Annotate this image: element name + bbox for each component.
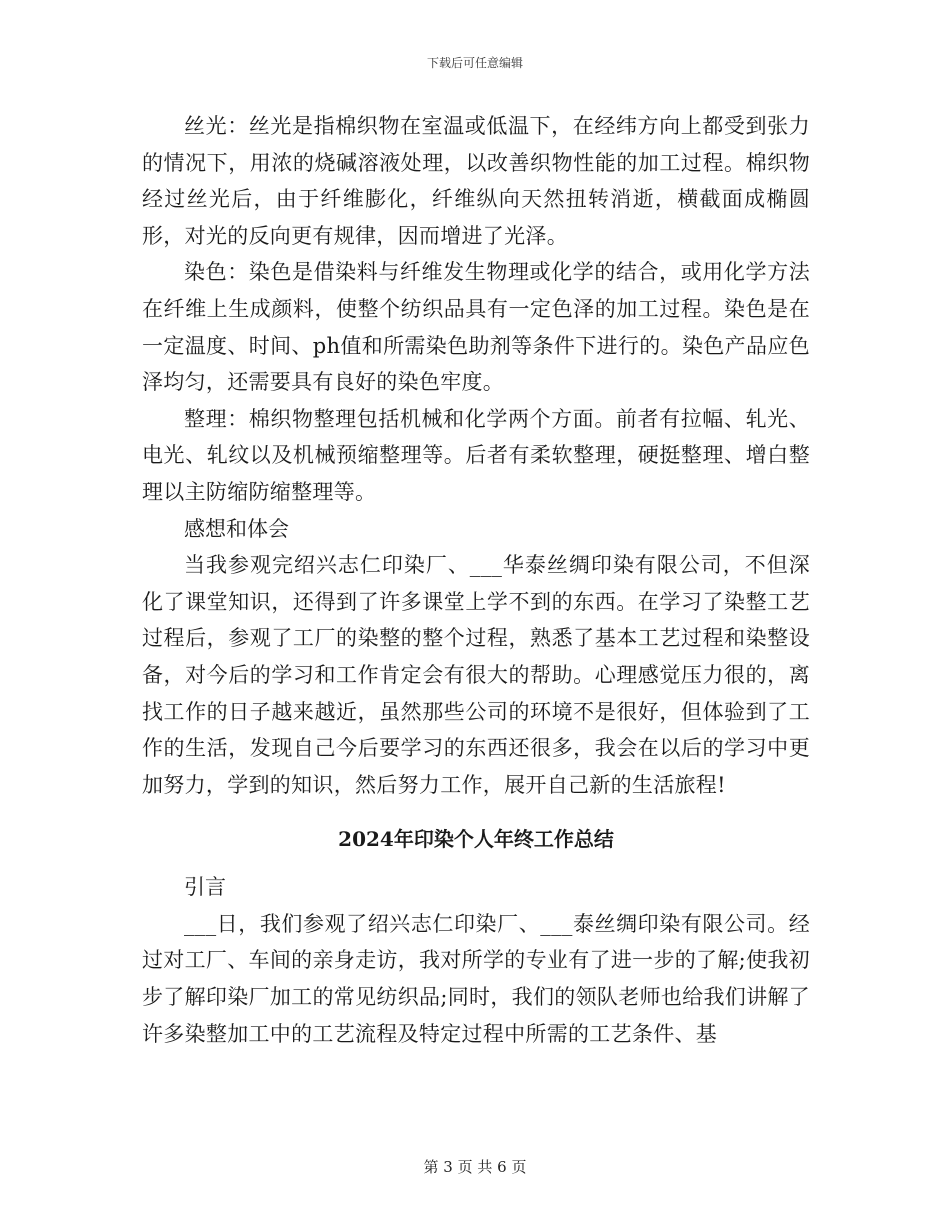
document-title: 2024年印染个人年终工作总结 [338,827,614,852]
paragraph-reflection: 当我参观完绍兴志仁印染厂、___华泰丝绸印染有限公司，不但深化了课堂知识，还得到了许多课堂上学不到的东西。在学习了染整工艺过程后，参观了工厂的染整的整个过程，熟悉了基本工艺过程和染整设备，对今后的学习和工作肯定会有很大的帮助。心理感觉压力很的，离找工作的日子越来越近，虽然那些公司的环境不是很好，但体验到了工作的生活，发现自己今后要学习的东西还很多，我会在以后的学习中更加努力，学到的知识，然后努力工作，展开自己新的生活旅程! [142,553,810,797]
page-header: 下载后可任意编辑 [426,56,523,70]
paragraph-dyeing: 染色：染色是借染料与纤维发生物理或化学的结合，或用化学方法在纤维上生成颜料，使整个纺织品具有一定色泽的加工过程。染色是在一定温度、时间、ph值和所需染色助剂等条件下进行的。染色产品应色泽均匀，还需要具有良好的染色牢度。 [142,260,810,395]
paragraph-introduction: ___日，我们参观了绍兴志仁印染厂、___泰丝绸印染有限公司。经过对工厂、车间的亲身走访，我对所学的专业有了进一步的了解;使我初步了解印染厂加工的常见纺织品;同时，我们的领队老师也给我们讲解了许多染整加工中的工艺流程及特定过程中所需的工艺条件、基 [142,911,810,1046]
paragraph-finishing: 整理：棉织物整理包括机械和化学两个方面。前者有拉幅、轧光、电光、轧纹以及机械预缩整理等。后者有柔软整理，硬挺整理、增白整理以主防缩防缩整理等。 [142,406,810,504]
paragraph-mercerizing: 丝光：丝光是指棉织物在室温或低温下，在经纬方向上都受到张力的情况下，用浓的烧碱溶液处理，以改善织物性能的加工过程。棉织物经过丝光后，由于纤维膨化，纤维纵向天然扭转消逝，横截面成椭圆形，对光的反向更有规律，因而增进了光泽。 [142,114,810,248]
section-heading-introduction: 引言 [184,875,226,900]
section-heading-reflection: 感想和体会 [184,516,289,541]
document-body [142,108,810,1052]
page-number: 第 3 页 共 6 页 [423,1158,527,1176]
